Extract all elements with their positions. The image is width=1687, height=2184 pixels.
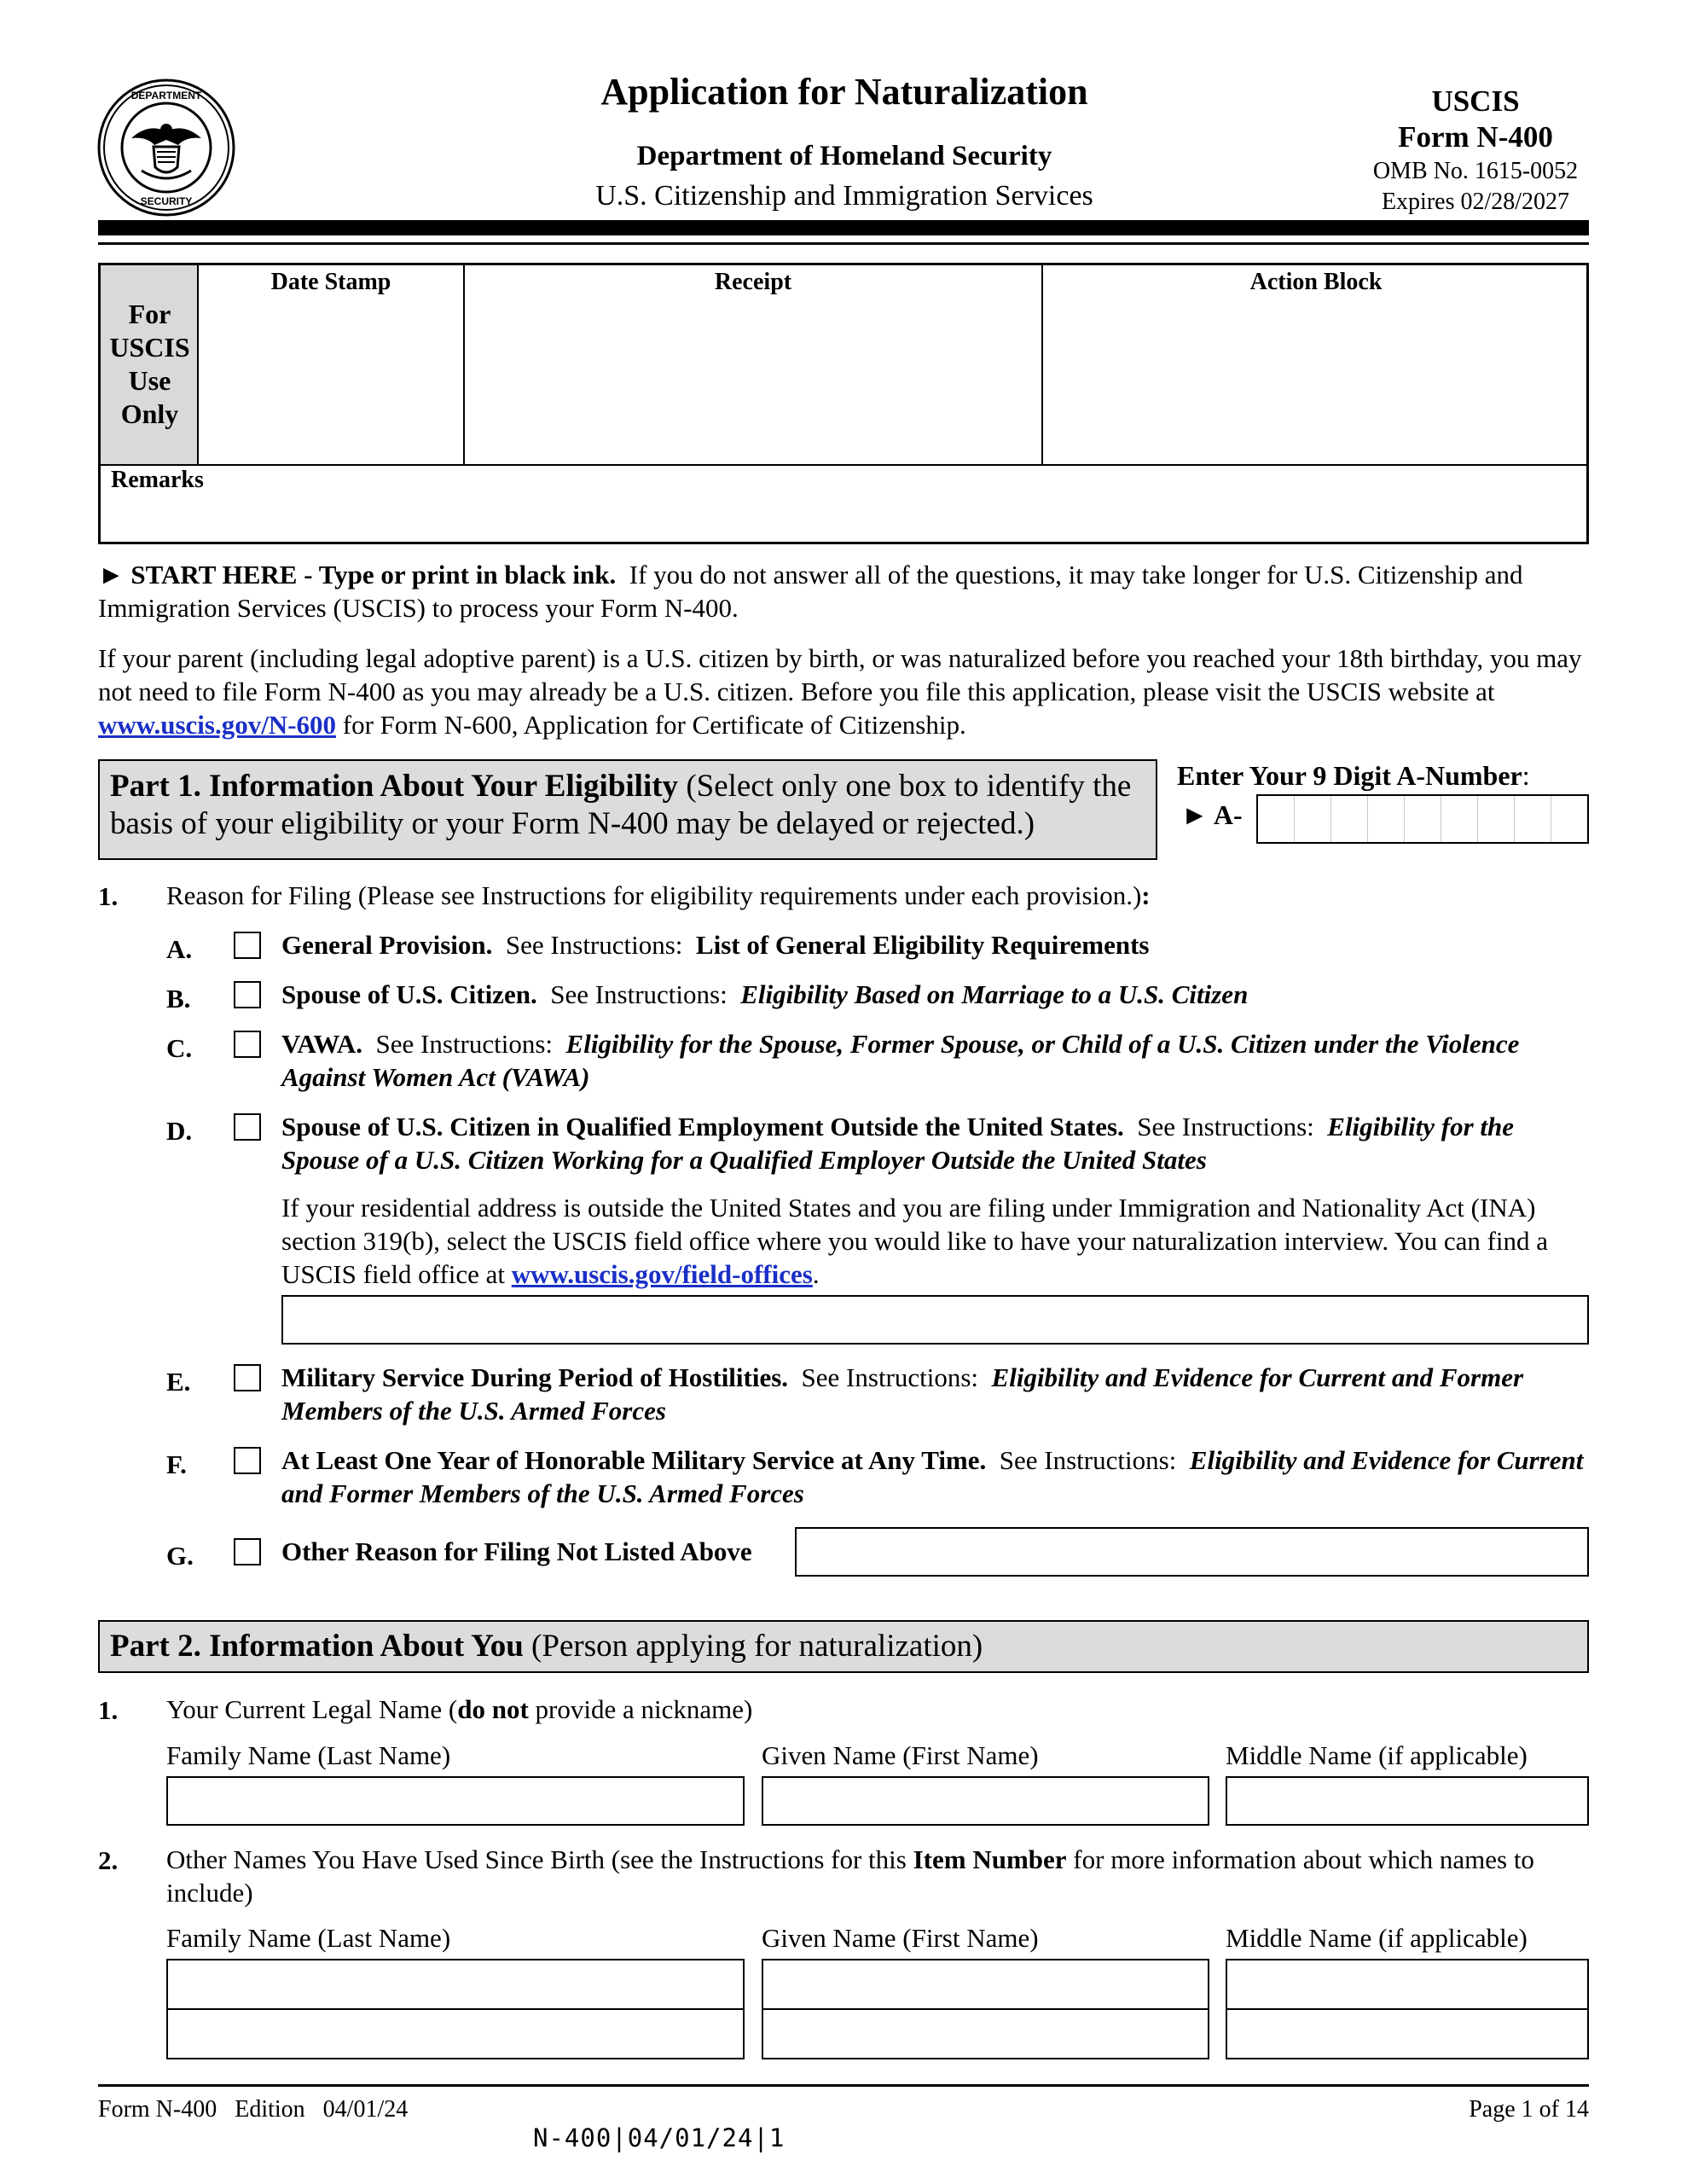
divider [101, 464, 1586, 466]
a-number-input[interactable] [1256, 794, 1589, 844]
uscis-use-only-box [98, 263, 1589, 544]
form-id-block [1330, 84, 1620, 217]
option-a-checkbox[interactable] [234, 932, 261, 959]
field-office-input[interactable] [281, 1295, 1589, 1345]
family-name-label: Family Name (Last Name) [166, 1740, 451, 1770]
option-f-checkbox[interactable] [234, 1447, 261, 1474]
barcode-text: N-400|04/01/24|1 [533, 2123, 786, 2152]
omb-number: OMB No. 1615-0052 [1372, 158, 1579, 184]
option-c-text: VAWA. See Instructions: Eligibility for the Spouse, Former Spouse, or Child of a U.S. Citizen under the Violence Against Women Act (VAWA) [281, 1029, 1520, 1092]
part2-title: Part 2. Information About You [110, 1629, 524, 1664]
option-b-letter: B. [166, 984, 191, 1014]
option-d-letter: D. [166, 1116, 193, 1146]
part1-header [98, 759, 1157, 860]
remarks-label: Remarks [111, 467, 204, 493]
option-f-letter: F. [166, 1449, 187, 1479]
a-number-prefix: ► A- [1181, 799, 1243, 830]
option-f-text: At Least One Year of Honorable Military Service at Any Time. See Instructions: Eligibility and Evidence for Current and Former Members of the U.S. Armed Forces [281, 1445, 1584, 1508]
digit-cell[interactable] [1331, 796, 1368, 842]
p2-question-2-text: Other Names You Have Used Since Birth (see the Instructions for this Item Number for more information about which names to include) [166, 1844, 1534, 1908]
start-here-label: ► START HERE - Type or print in black ink. [98, 560, 617, 590]
date-stamp-header: Date Stamp [270, 269, 391, 295]
option-b-checkbox[interactable] [234, 981, 261, 1008]
parent-text-end: for Form N-600, Application for Certificate of Citizenship. [342, 710, 966, 740]
other-middle-name-input-2[interactable] [1226, 2008, 1589, 2059]
start-here-text: If you do not answer all of the questions, it may take longer for U.S. Citizenship and Immigration Services (USCIS) to process your Form N-400. [98, 560, 1523, 623]
other-family-name-label: Family Name (Last Name) [166, 1923, 451, 1953]
current-family-name-input[interactable] [166, 1776, 745, 1826]
part1-title: Part 1. Information About Your Eligibility [110, 769, 679, 804]
option-e-checkbox[interactable] [234, 1364, 261, 1391]
a-number-label: Enter Your 9 Digit A-Number: [1177, 760, 1530, 791]
page-number: Page 1 of 14 [1469, 2096, 1589, 2123]
part1-subtitle: (Select only one box to identify the basis of your eligibility or your Form N-400 may be delayed or rejected.) [110, 769, 1132, 841]
digit-cell[interactable] [1551, 796, 1587, 842]
other-given-name-input-1[interactable] [762, 1959, 1209, 2010]
option-a-text: General Provision. See Instructions: List of General Eligibility Requirements [281, 930, 1150, 960]
start-here-paragraph [98, 558, 1591, 624]
header-rule-thick [98, 220, 1589, 235]
action-block-header: Action Block [1249, 269, 1383, 295]
option-c-letter: C. [166, 1033, 193, 1063]
form-number: Form N-400 [1398, 120, 1553, 154]
other-given-name-input-2[interactable] [762, 2008, 1209, 2059]
dhs-seal-logo [97, 78, 235, 217]
question-1-text: Reason for Filing (Please see Instructions for eligibility requirements under each provision.): [166, 880, 1151, 910]
department-name: Department of Homeland Security [636, 141, 1052, 171]
svg-text:SECURITY: SECURITY [140, 195, 193, 207]
other-reason-input[interactable] [795, 1527, 1589, 1577]
use-only-label: For USCIS Use Only [109, 299, 190, 429]
parent-citizen-paragraph [98, 642, 1591, 741]
current-middle-name-input[interactable] [1226, 1776, 1589, 1826]
digit-cell[interactable] [1478, 796, 1515, 842]
other-given-name-label: Given Name (First Name) [762, 1923, 1039, 1953]
field-offices-link[interactable]: www.uscis.gov/field-offices [511, 1259, 813, 1289]
option-a-letter: A. [166, 934, 193, 964]
digit-cell[interactable] [1368, 796, 1405, 842]
p2-question-1-number: 1. [98, 1695, 119, 1725]
current-given-name-input[interactable] [762, 1776, 1209, 1826]
option-c-checkbox[interactable] [234, 1031, 261, 1058]
p2-question-2-number: 2. [98, 1845, 119, 1875]
header-rule-thin [98, 242, 1589, 245]
other-middle-name-input-1[interactable] [1226, 1959, 1589, 2010]
option-g-letter: G. [166, 1541, 194, 1571]
option-b-text: Spouse of U.S. Citizen. See Instructions: Eligibility Based on Marriage to a U.S. Citizen [281, 979, 1249, 1009]
digit-cell[interactable] [1295, 796, 1331, 842]
option-d-note: If your residential address is outside the United States and you are filing under Immigration and Nationality Act (INA) section 319(b), select the USCIS field office where you would like to have your naturalization interview. You can find a USCIS field office at www.uscis.gov/field-offices. [281, 1193, 1549, 1289]
digit-cell[interactable] [1515, 796, 1551, 842]
given-name-label: Given Name (First Name) [762, 1740, 1039, 1770]
footer-rule [98, 2084, 1589, 2087]
option-d-checkbox[interactable] [234, 1113, 261, 1141]
digit-cell[interactable] [1258, 796, 1295, 842]
option-e-text: Military Service During Period of Hostilities. See Instructions: Eligibility and Evidence for Current and Former Members of the U.S. Armed Forces [281, 1362, 1524, 1426]
part2-subtitle: (Person applying for naturalization) [531, 1629, 983, 1664]
org-name: USCIS [1431, 84, 1520, 118]
option-g-checkbox[interactable] [234, 1538, 261, 1565]
part2-header [98, 1620, 1589, 1673]
option-d-text: Spouse of U.S. Citizen in Qualified Employment Outside the United States. See Instructions: Eligibility for the Spouse of a U.S. Citizen Working for a Qualified Employer Outside the United States [281, 1112, 1514, 1175]
svg-text:DEPARTMENT: DEPARTMENT [130, 90, 202, 102]
parent-text: If your parent (including legal adoptive parent) is a U.S. citizen by birth, or was naturalized before you reached your 18th birthday, you may not need to file Form N-400 as you may already be a U.S. citizen. Before you file this application, please visit the USCIS website at [98, 643, 1582, 706]
form-title: Application for Naturalization [600, 71, 1088, 113]
option-e-letter: E. [166, 1367, 191, 1397]
digit-cell[interactable] [1441, 796, 1478, 842]
other-family-name-input-1[interactable] [166, 1959, 745, 2010]
receipt-header: Receipt [714, 269, 792, 295]
p2-question-1-text: Your Current Legal Name (do not provide a nickname) [166, 1694, 753, 1724]
agency-name: U.S. Citizenship and Immigration Services [595, 180, 1093, 212]
form-edition: Form N-400 Edition 04/01/24 [98, 2096, 409, 2123]
question-1-number: 1. [98, 881, 119, 911]
expiration-date: Expires 02/28/2027 [1381, 189, 1570, 215]
other-middle-name-label: Middle Name (if applicable) [1226, 1923, 1528, 1953]
middle-name-label: Middle Name (if applicable) [1226, 1740, 1528, 1770]
n600-link[interactable]: www.uscis.gov/N-600 [98, 710, 337, 740]
option-g-text: Other Reason for Filing Not Listed Above [281, 1536, 752, 1566]
other-family-name-input-2[interactable] [166, 2008, 745, 2059]
digit-cell[interactable] [1405, 796, 1441, 842]
